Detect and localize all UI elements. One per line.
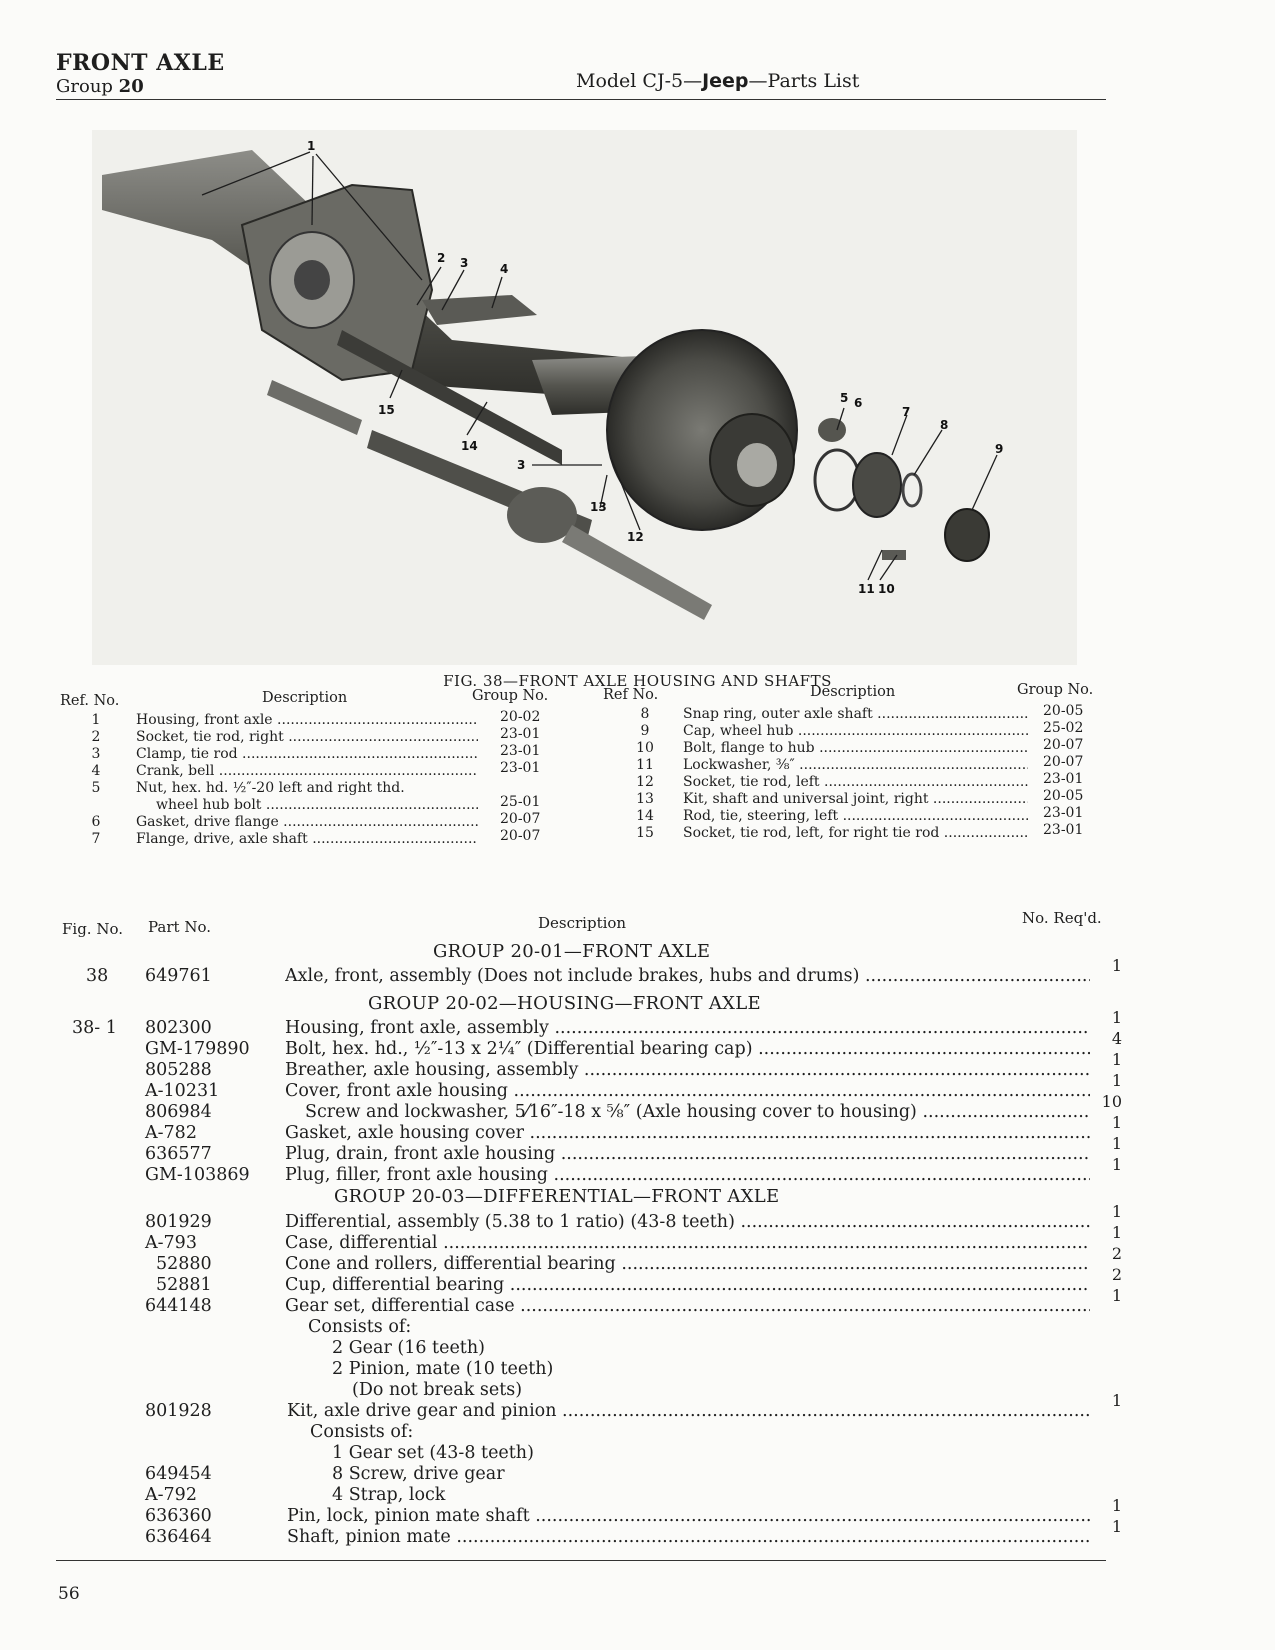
no-reqd-header: No. Req'd. <box>1022 909 1102 927</box>
axle-drawing <box>92 130 1077 665</box>
fig-no-header: Fig. No. <box>62 920 124 938</box>
table-row: Consists of: <box>308 1317 412 1337</box>
group-title: GROUP 20-01—FRONT AXLE <box>433 941 711 962</box>
callout-15: 15 <box>378 403 395 417</box>
table-row: 52881 Cup, differential bearing ..... 2 <box>0 1275 1275 1295</box>
callout-14: 14 <box>461 439 478 453</box>
table-row: A-10231 Cover, front axle housing ..... 1 <box>0 1081 1275 1101</box>
desc-header-right: Description <box>810 684 896 700</box>
group-header-left: Group No. <box>472 688 549 704</box>
inner-shaft <box>267 380 362 435</box>
model-line: Model CJ-5—Jeep—Parts List <box>576 70 860 92</box>
callout-2: 2 <box>437 251 446 265</box>
group-title: GROUP 20-03—DIFFERENTIAL—FRONT AXLE <box>334 1186 780 1207</box>
table-row: 801929 Differential, assembly (5.38 to 1 ratio) (43-8 teeth) ..... 1 <box>0 1212 1275 1232</box>
callout-4: 4 <box>500 262 509 276</box>
table-row: (Do not break sets) <box>352 1380 523 1400</box>
callout-7: 7 <box>902 405 911 419</box>
description-header: Description <box>538 914 627 932</box>
nut <box>818 418 846 442</box>
table-row: 636360 Pin, lock, pinion mate shaft ..... 1 <box>0 1506 1275 1526</box>
callout-12: 12 <box>627 530 644 544</box>
page-number: 56 <box>58 1584 80 1604</box>
ref-header-left: Ref. No. <box>60 693 120 709</box>
callout-10: 10 <box>878 582 895 596</box>
table-row: A-792 4 Strap, lock <box>145 1485 446 1505</box>
snap-ring <box>903 474 921 506</box>
group-number: 20 <box>118 76 144 97</box>
callout-3: 3 <box>460 256 469 270</box>
axle-illustration <box>92 130 1077 665</box>
table-row: 38- 1 802300 Housing, front axle, assembly ..... 1 <box>0 1018 1275 1038</box>
callout-11: 11 <box>858 582 875 596</box>
table-row: 644148 Gear set, differential case ..... 1 <box>0 1296 1275 1316</box>
table-row: GM-179890 Bolt, hex. hd., ½″-13 x 2¼″ (Differential bearing cap) ..... 4 <box>0 1039 1275 1059</box>
callout-8: 8 <box>940 418 949 432</box>
table-row: GM-103869 Plug, filler, front axle housing ..... 1 <box>0 1165 1275 1185</box>
callout-5: 5 <box>840 391 849 405</box>
hub-bore <box>737 443 777 487</box>
callout-9: 9 <box>995 442 1004 456</box>
table-row: 2 Gear (16 teeth) <box>332 1338 485 1358</box>
table-row: 52880 Cone and rollers, differential bearing ..... 2 <box>0 1254 1275 1274</box>
model-brand: Jeep <box>702 70 749 92</box>
group-label: Group 20 <box>56 76 144 97</box>
table-row: 636577 Plug, drain, front axle housing ..... 1 <box>0 1144 1275 1164</box>
table-row: 1 Gear set (43-8 teeth) <box>332 1443 534 1463</box>
section-title: FRONT AXLE <box>56 50 225 76</box>
table-row: 2 Pinion, mate (10 teeth) <box>332 1359 554 1379</box>
footer-rule <box>56 1560 1106 1561</box>
part-no-header: Part No. <box>148 918 211 936</box>
table-row: A-793 Case, differential ..... 1 <box>0 1233 1275 1253</box>
table-row: 38 649761 Axle, front, assembly (Does not include brakes, hubs and drums) ..... 1 <box>0 966 1275 986</box>
group-title: GROUP 20-02—HOUSING—FRONT AXLE <box>368 993 761 1014</box>
table-row: 805288 Breather, axle housing, assembly ..... 1 <box>0 1060 1275 1080</box>
differential-bore <box>294 260 330 300</box>
table-row: 636464 Shaft, pinion mate ..... 1 <box>0 1527 1275 1547</box>
table-row: 801928 Kit, axle drive gear and pinion ..... 1 <box>0 1401 1275 1421</box>
figure-caption: FIG. 38—FRONT AXLE HOUSING AND SHAFTS <box>443 672 832 690</box>
table-row: 806984 Screw and lockwasher, 5⁄16″-18 x ⅝″ (Axle housing cover to housing) ..... 10 <box>0 1102 1275 1122</box>
ref-header-right: Ref No. <box>603 687 659 703</box>
callout-6: 6 <box>854 396 863 410</box>
callout-3b: 3 <box>517 458 526 472</box>
group-header-right: Group No. <box>1017 682 1094 698</box>
header-rule <box>56 99 1106 100</box>
callout-13: 13 <box>590 500 607 514</box>
bell-crank <box>422 295 537 325</box>
table-row: 649454 8 Screw, drive gear <box>145 1464 505 1484</box>
table-row: Consists of: <box>310 1422 414 1442</box>
drive-flange <box>853 453 901 517</box>
table-row: A-782 Gasket, axle housing cover ..... 1 <box>0 1123 1275 1143</box>
hub-cap <box>945 509 989 561</box>
desc-header-left: Description <box>262 690 348 706</box>
callout-1: 1 <box>307 139 316 153</box>
